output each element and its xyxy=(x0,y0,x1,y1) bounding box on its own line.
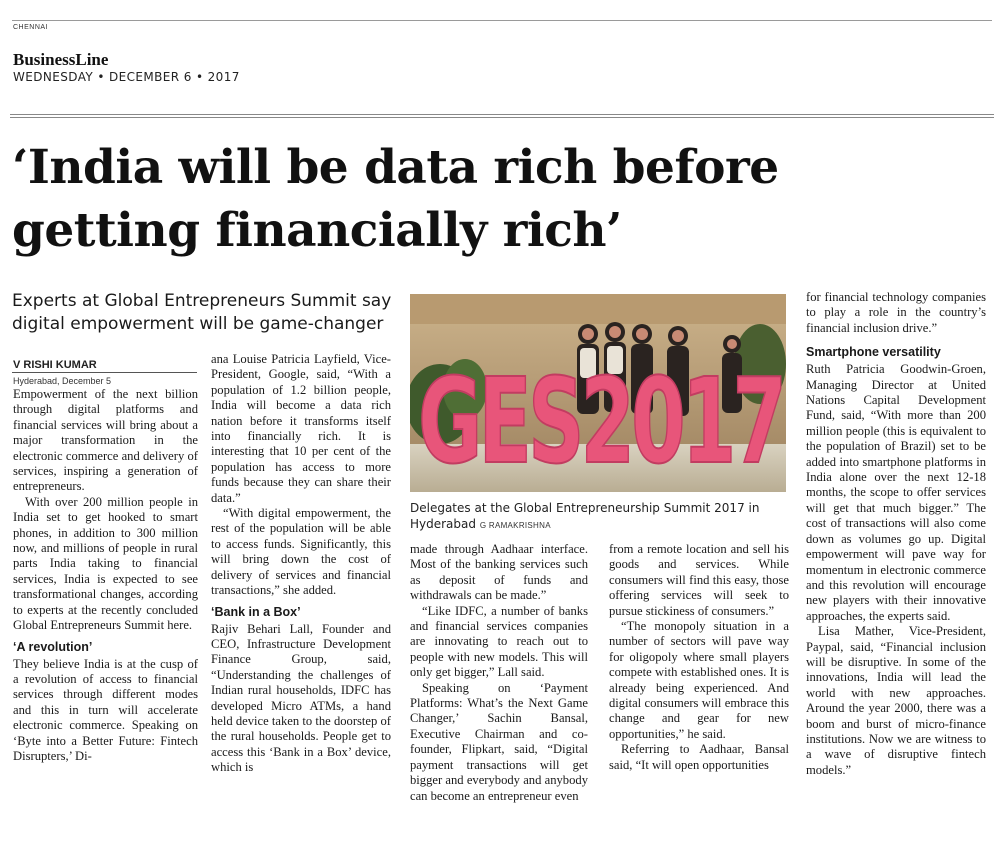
summit-photo xyxy=(410,294,786,492)
byline-rule xyxy=(12,372,197,373)
header-rule xyxy=(10,114,994,115)
newspaper-name: BusinessLine xyxy=(13,50,109,69)
subheadline-line-2: digital empowerment will be game-changer xyxy=(12,314,384,334)
ges2017-sign: GES2017 xyxy=(418,352,783,490)
paragraph: Speaking on ‘Payment Platforms: What’s the Next Game Changer,’ Sachin Bansal, Executive Chairman and co-founder, Flipkart, said, “Digital payment transactions will get bigger and everybody and anybody can become an entrepreneur even xyxy=(410,680,588,803)
photo-caption xyxy=(410,500,786,534)
paragraph: ana Louise Patricia Layfield, Vice-President, Google, said, “With a population of 1.2 billion people, India will become a data rich nation before it transforms itself into financially rich. It is interesting that 10 per cent of the population has access to more funds because they can share their data.” xyxy=(211,352,391,505)
photo-credit: G RAMAKRISHNA xyxy=(479,521,551,530)
section-heading: ‘A revolution’ xyxy=(13,639,93,654)
article-column-1 xyxy=(13,387,198,764)
paragraph: from a remote location and sell his goods and services. While consumers will find this easy, those offering services will seek to pursue stickiness of consumers.” xyxy=(609,542,789,618)
paragraph: “Like IDFC, a number of banks and financial services companies are innovating to reach out to people with new models. This will only get bigger,” Lall said. xyxy=(410,603,588,680)
edition-label: CHENNAI xyxy=(13,24,49,31)
header-rule-2 xyxy=(10,117,994,118)
headline xyxy=(12,136,992,262)
paragraph: They believe India is at the cusp of a revolution of access to financial services through different modes and this in turn will accelerate electronic commerce. Speaking on ‘Byte into a Better Future: Fintech Disrupters,’ Di- xyxy=(13,656,198,763)
article-column-4 xyxy=(609,542,789,773)
article-column-3 xyxy=(410,542,588,804)
article-column-2 xyxy=(211,352,391,776)
headline-line-2: getting financially rich’ xyxy=(12,203,622,258)
article-column-5 xyxy=(806,290,986,778)
section-heading: Smartphone versatility xyxy=(806,345,941,360)
paragraph: “The monopoly situation in a number of sectors will pave way for oligopoly where small players compete with established ones. It is already being experienced. And digital consumers will embrace this change and gear for new opportunities,” he said. xyxy=(609,619,789,741)
paragraph: for financial technology companies to play a role in the country’s financial inclusion drive.” xyxy=(806,290,986,335)
paragraph: “With digital empowerment, the rest of the population will be able to access funds. Significantly, this will bring down the cost of delivery of services and financial transactions,” she added. xyxy=(211,506,391,598)
photo-illustration xyxy=(410,294,786,492)
paragraph: Referring to Aadhaar, Bansal said, “It will open opportunities xyxy=(609,742,789,772)
caption-text: Delegates at the Global Entrepreneurship Summit 2017 in Hyderabad xyxy=(410,501,760,531)
paragraph: Rajiv Behari Lall, Founder and CEO, Infrastructure Development Finance Group, said, “Understanding the challenges of Indian rural households, IDFC has developed Micro ATMs, a hand held device taken to the doorstep of the rural households. People get to access this ‘Bank in a Box’ device, which is xyxy=(211,621,391,775)
paragraph: made through Aadhaar interface. Most of the banking services such as deposit of funds and withdrawals can be made.” xyxy=(410,542,588,603)
section-heading: ‘Bank in a Box’ xyxy=(211,604,301,619)
paragraph: With over 200 million people in India set to get hooked to smart phones, in addition to 300 million now, and millions of people in rural parts India taking to financial services, India is expected to see transformational changes, according to experts at the recently concluded Global Entrepreneurs Summit here. xyxy=(13,494,198,633)
subheadline-line-1: Experts at Global Entrepreneurs Summit say xyxy=(12,291,392,311)
paragraph: Lisa Mather, Vice-President, Paypal, said, “Financial inclusion will be disruptive. In some of the innovations, India will lead the world with new approaches. Around the year 2000, there was a boom and burst of micro-finance institutions. Now we are witness to a wave of disruptive fintech models.” xyxy=(806,624,986,777)
headline-line-1: ‘India will be data rich before xyxy=(12,140,779,195)
paragraph: Empowerment of the next billion through digital platforms and financial services will bring about a major transformation in the electronic commerce and delivery of services, inspiring a generation of entrepreneurs. xyxy=(13,387,198,494)
paragraph: Ruth Patricia Goodwin-Groen, Managing Director at United Nations Capital Development Fund, said, “With more than 200 million people (this is equivalent to the population of Brazil) set to be added into smartphone platforms in India alone over the next 12-18 months, the scope to offer services will get that much bigger.” The cost of transactions will also come down as volumes go up. Digital empowerment will pave way for momentum in electronic commerce and this revolution will encourage new players with their innovative approaches, the experts said. xyxy=(806,362,986,623)
subheadline xyxy=(12,290,412,336)
dateline-place: Hyderabad, December 5 xyxy=(13,376,112,386)
publication-date: WEDNESDAY • DECEMBER 6 • 2017 xyxy=(13,70,240,84)
top-rule xyxy=(12,20,992,21)
byline: V RISHI KUMAR xyxy=(13,359,97,371)
